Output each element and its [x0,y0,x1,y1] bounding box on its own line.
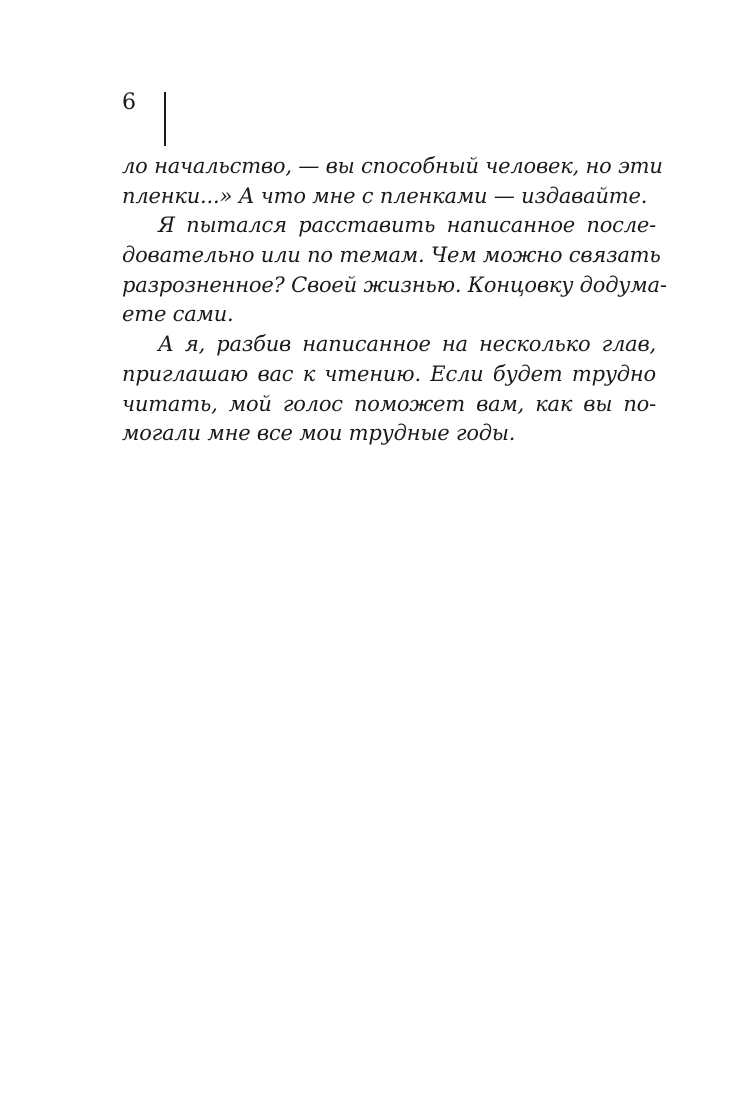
text-line: приглашаю вас к чтению. Если будет трудно [122,361,656,386]
text-line: пленки...» А что мне с пленками — издавайте. [122,183,648,208]
text-line: читать, мой голос поможет вам, как вы по- [122,391,656,416]
header-divider [164,92,166,146]
text-line: могали мне все мои трудные годы. [122,421,516,446]
text-line: разрозненное? Своей жизнью. Концовку додума- [122,272,667,297]
text-line: довательно или по темам. Чем можно связать [122,243,661,268]
body-text [122,152,667,449]
text-line: Я пытался расставить написанное после- [158,213,656,238]
text-line: ло начальство, — вы способный человек, но эти [122,154,663,178]
page-number: 6 [122,90,136,115]
text-line: А я, разбив написанное на несколько глав, [158,332,656,357]
text-line: ете сами. [122,302,234,327]
